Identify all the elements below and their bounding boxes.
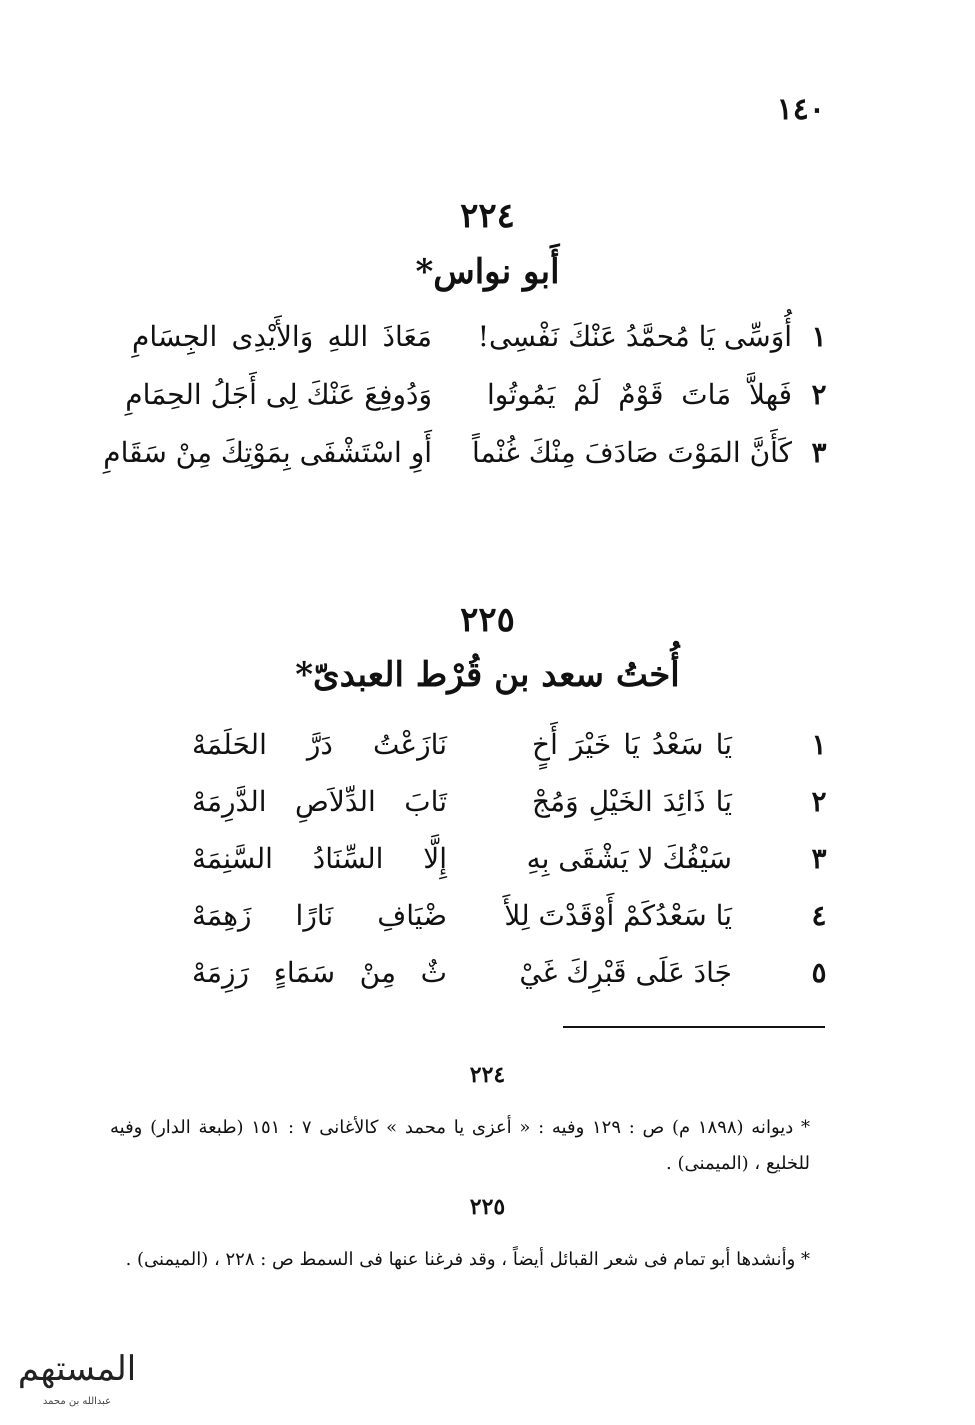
verse-line (192, 834, 832, 884)
verse-second-hemistich: ضْيَافِ نَارًا زَهِمَهْ (192, 899, 447, 932)
footnote-text: * ديوانه (١٨٩٨ م) ص : ١٢٩ وفيه : « أعزى يا محمد » كالأغانى ٧ : ١٥١ (طبعة الدار) وفيه للخليع ، (الميمنى) . (110, 1117, 810, 1174)
svg-text:عبدالله بن محمد: عبدالله بن محمد (42, 1396, 112, 1407)
footnote-text: * وأنشدها أبو تمام فى شعر القبائل أيضاً ، وقد فرغنا عنها فى السمط ص : ٢٢٨ ، (الميمنى) . (125, 1249, 810, 1270)
poem-number: ٢٢٥ (460, 600, 515, 640)
footnote-divider (563, 1026, 825, 1028)
verse-number: ٣ (811, 436, 827, 469)
verse-second-hemistich: نَازَعْتُ دَرَّ الحَلَمَهْ (192, 728, 447, 761)
verse-first-hemistich: يَا سَعْدُ يَا خَيْرَ أَخٍ (532, 728, 732, 761)
verse-second-hemistich: ثٌ مِنْ سَمَاءٍ رَزِمَهْ (192, 956, 447, 989)
verse-line (192, 720, 832, 770)
verse-first-hemistich: سَيْفُكَ لا يَشْقَى بِهِ (526, 842, 732, 875)
verse-number: ٢ (811, 378, 827, 411)
svg-text:المستهم: المستهم (17, 1349, 137, 1389)
verse-first-hemistich: يَا ذَائِدَ الخَيْلِ وَمُجْ (532, 785, 732, 818)
verse-line (192, 777, 832, 827)
verse-number: ٥ (811, 956, 827, 989)
verse-line (103, 428, 832, 478)
verse-first-hemistich: كَأَنَّ المَوْتَ صَادَفَ مِنْكَ غُنْماً (471, 436, 792, 469)
verse-second-hemistich: وَدُوفِعَ عَنْكَ لِى أَجَلُ الحِمَامِ (125, 378, 432, 411)
footnote-number: ٢٢٤ (469, 1062, 506, 1088)
poet-name: أُختُ سعد بن قُرْط العبدىّ* (295, 655, 680, 695)
page-number: ١٤٠ (776, 92, 825, 127)
footnote-number: ٢٢٥ (469, 1194, 506, 1220)
verse-first-hemistich: فَهلاَّ مَاتَ قَوْمٌ لَمْ يَمُوتُوا (487, 378, 792, 411)
verse-line (192, 891, 832, 941)
verse-number: ١ (811, 728, 827, 761)
verse-first-hemistich: جَادَ عَلَى قَبْرِكَ غَيْ (519, 956, 732, 989)
verse-line (125, 370, 832, 420)
verse-first-hemistich: يَا سَعْدُكَمْ أَوْقَدْتَ لِلأَ (504, 899, 732, 932)
verse-second-hemistich: أَوِ اسْتَشْفَى بِمَوْتِكَ مِنْ سَقَامِ (103, 436, 432, 469)
verse-first-hemistich: أُوَسِّى يَا مُحمَّدُ عَنْكَ نَفْسِى! (477, 320, 792, 353)
verse-second-hemistich: تَابَ الدِّلاَصِ الدَّرِمَهْ (192, 785, 447, 818)
verse-number: ١ (811, 320, 827, 353)
verse-second-hemistich: مَعَاذَ اللهِ وَالأَيْدِى الجِسَامِ (132, 320, 432, 353)
watermark-logo (10, 1338, 145, 1413)
verse-number: ٣ (811, 842, 827, 875)
verse-line (192, 948, 832, 998)
verse-line (132, 312, 832, 362)
verse-number: ٢ (811, 785, 827, 818)
poem-number: ٢٢٤ (460, 196, 515, 236)
verse-number: ٤ (811, 899, 827, 932)
poet-name: أَبو نواس* (415, 252, 560, 292)
verse-second-hemistich: إِلَّا السِّنَادُ السَّنِمَهْ (192, 842, 447, 875)
